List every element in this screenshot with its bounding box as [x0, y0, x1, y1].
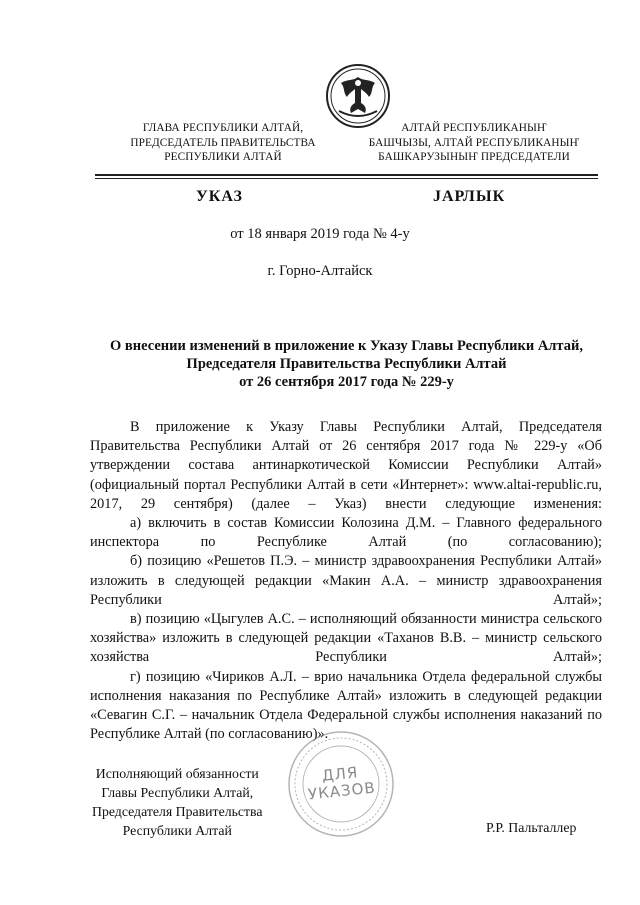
signatory-position-line: Главы Республики Алтай, [101, 785, 254, 800]
header-divider-thin [95, 178, 598, 179]
title-line: от 26 сентября 2017 года № 229-у [239, 374, 454, 390]
header-right-line: БАШЧЫЗЫ, АЛТАЙ РЕСПУБЛИКАНЫҤ [368, 136, 580, 149]
body-item-a: а) включить в состав Комиссии Колозина Д.М. – Главного федерального инспектора по Республике Алтай (по согласованию); [90, 515, 602, 551]
body-intro-paragraph: В приложение к Указу Главы Республики Алтай, Председателя Правительства Республики Алтай от 26 сентября 2017 года № 229-у «Об утверждении состава антинаркотической Комиссии Республики Алтай» (официальный портал Республики Алтай в сети «Интернет»: www.altai-republic.ru, 2017, 29 сентября) (далее – Указ) внести следующие изменения: [90, 419, 602, 512]
signatory-position-line: Исполняющий обязанности [95, 766, 259, 781]
header-left-line: ПРЕДСЕДАТЕЛЬ ПРАВИТЕЛЬСТВА [130, 136, 316, 149]
coat-of-arms-icon [325, 63, 391, 129]
signatory-position [92, 764, 263, 840]
document-type-altai: ЈАРЛЫК [433, 188, 506, 205]
header-right-line: АЛТАЙ РЕСПУБЛИКАНЫҤ [401, 122, 547, 134]
seal-line: УКАЗОВ [307, 778, 377, 804]
header-right-block [352, 121, 596, 165]
seal-line: ДЛЯ [320, 763, 360, 785]
document-type-russian: УКАЗ [196, 188, 243, 205]
document-title [95, 337, 598, 391]
header-left-block [112, 121, 334, 165]
header-divider-thick [95, 174, 598, 176]
signatory-position-line: Председателя Правительства [92, 804, 263, 819]
header-left-line: ГЛАВА РЕСПУБЛИКИ АЛТАЙ, [142, 122, 304, 134]
signatory-name: Р.Р. Пальталлер [486, 820, 577, 835]
document-city: г. Горно-Алтайск [267, 263, 373, 279]
body-item-b: б) позицию «Решетов П.Э. – министр здравоохранения Республики Алтай» изложить в следующей редакции «Макин А.А. – министр здравоохранения Республики Алтай»; [90, 553, 602, 608]
body-item-g: г) позицию «Чириков А.Л. – врио начальника Отдела федеральной службы исполнения наказания по Республике Алтай» изложить в следующей редакции «Севагин С.Г. – начальник Отдела Федеральной службы исполнения наказаний по Республике Алтай (по согласованию)». [90, 668, 602, 743]
document-date-number: от 18 января 2019 года № 4-у [230, 226, 410, 242]
document-body [90, 418, 602, 744]
header-left-line: РЕСПУБЛИКИ АЛТАЙ [164, 151, 282, 163]
header-right-line: БАШКАРУЗЫНЫҤ ПРЕДСЕДАТЕЛИ [378, 151, 570, 163]
title-line: Председателя Правительства Республики Алтай [186, 356, 507, 372]
title-line: О внесении изменений в приложение к Указу Главы Республики Алтай, [110, 338, 583, 354]
body-item-v: в) позицию «Цыгулев А.С. – исполняющий обязанности министра сельского хозяйства» изложить в следующей редакции «Таханов В.В. – министр сельского хозяйства Республики Алтай»; [90, 611, 602, 666]
signatory-position-line: Республики Алтай [122, 823, 232, 838]
